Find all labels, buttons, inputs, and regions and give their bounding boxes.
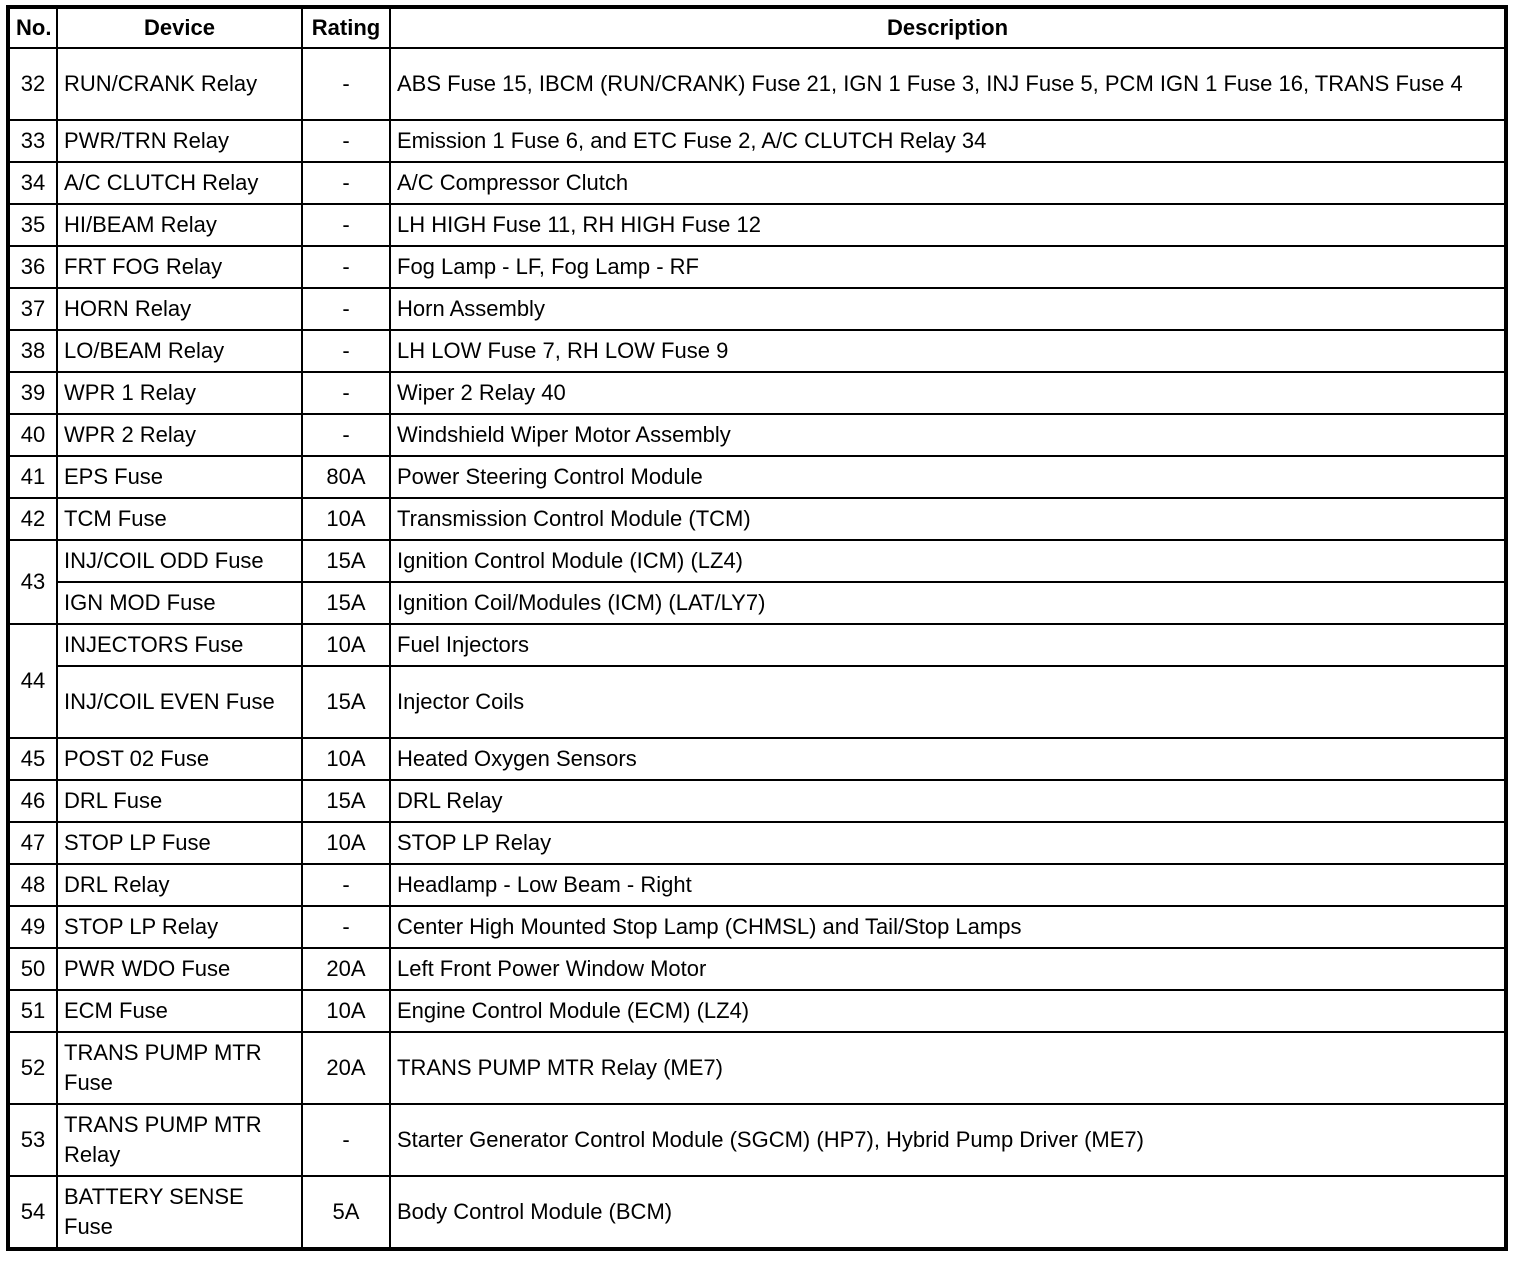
cell-device: HI/BEAM Relay (57, 204, 302, 246)
cell-no: 53 (8, 1104, 57, 1176)
cell-device: ECM Fuse (57, 990, 302, 1032)
cell-rating: - (302, 48, 390, 120)
cell-rating: - (302, 246, 390, 288)
cell-description: LH HIGH Fuse 11, RH HIGH Fuse 12 (390, 204, 1506, 246)
cell-description: DRL Relay (390, 780, 1506, 822)
cell-rating: 15A (302, 780, 390, 822)
cell-no: 47 (8, 822, 57, 864)
cell-device: TRANS PUMP MTR Fuse (57, 1032, 302, 1104)
cell-no: 32 (8, 48, 57, 120)
cell-rating: 15A (302, 582, 390, 624)
cell-device: INJ/COIL ODD Fuse (57, 540, 302, 582)
cell-device: INJECTORS Fuse (57, 624, 302, 666)
header-device: Device (57, 7, 302, 48)
cell-no: 49 (8, 906, 57, 948)
cell-rating: - (302, 414, 390, 456)
cell-no: 51 (8, 990, 57, 1032)
cell-description: Fuel Injectors (390, 624, 1506, 666)
cell-rating: 20A (302, 948, 390, 990)
header-rating: Rating (302, 7, 390, 48)
cell-rating: - (302, 1104, 390, 1176)
cell-rating: - (302, 288, 390, 330)
cell-rating: 10A (302, 990, 390, 1032)
table-row (8, 120, 1506, 162)
cell-device: STOP LP Relay (57, 906, 302, 948)
table-row (8, 162, 1506, 204)
table-row (8, 288, 1506, 330)
table-row (8, 990, 1506, 1032)
cell-rating: - (302, 162, 390, 204)
cell-no: 36 (8, 246, 57, 288)
table-row (8, 1032, 1506, 1104)
table-header-row (8, 7, 1506, 48)
cell-no: 40 (8, 414, 57, 456)
cell-no: 48 (8, 864, 57, 906)
header-no: No. (8, 7, 57, 48)
header-description: Description (390, 7, 1506, 48)
cell-description: ABS Fuse 15, IBCM (RUN/CRANK) Fuse 21, IGN 1 Fuse 3, INJ Fuse 5, PCM IGN 1 Fuse 16, TRANS Fuse 4 (390, 48, 1506, 120)
table-row (8, 540, 1506, 582)
table-row (8, 414, 1506, 456)
cell-device: LO/BEAM Relay (57, 330, 302, 372)
cell-no: 42 (8, 498, 57, 540)
table-row (8, 372, 1506, 414)
cell-rating: - (302, 330, 390, 372)
cell-rating: 10A (302, 822, 390, 864)
cell-no: 33 (8, 120, 57, 162)
cell-no: 38 (8, 330, 57, 372)
cell-description: A/C Compressor Clutch (390, 162, 1506, 204)
cell-no: 41 (8, 456, 57, 498)
cell-no: 35 (8, 204, 57, 246)
table-body (8, 48, 1506, 1249)
cell-description: Fog Lamp - LF, Fog Lamp - RF (390, 246, 1506, 288)
table-row (8, 822, 1506, 864)
cell-device: FRT FOG Relay (57, 246, 302, 288)
cell-no: 43 (8, 540, 57, 624)
cell-no: 37 (8, 288, 57, 330)
cell-no: 45 (8, 738, 57, 780)
cell-device: A/C CLUTCH Relay (57, 162, 302, 204)
cell-description: Engine Control Module (ECM) (LZ4) (390, 990, 1506, 1032)
cell-no: 34 (8, 162, 57, 204)
cell-description: STOP LP Relay (390, 822, 1506, 864)
cell-no: 44 (8, 624, 57, 738)
cell-rating: 10A (302, 738, 390, 780)
table-row (8, 780, 1506, 822)
table-row (8, 1104, 1506, 1176)
cell-rating: 15A (302, 540, 390, 582)
cell-device: TCM Fuse (57, 498, 302, 540)
table-row (8, 456, 1506, 498)
cell-description: Ignition Coil/Modules (ICM) (LAT/LY7) (390, 582, 1506, 624)
cell-rating: 80A (302, 456, 390, 498)
cell-description: Wiper 2 Relay 40 (390, 372, 1506, 414)
cell-description: Windshield Wiper Motor Assembly (390, 414, 1506, 456)
cell-rating: - (302, 120, 390, 162)
cell-device: WPR 1 Relay (57, 372, 302, 414)
cell-description: TRANS PUMP MTR Relay (ME7) (390, 1032, 1506, 1104)
cell-device: IGN MOD Fuse (57, 582, 302, 624)
cell-rating: - (302, 204, 390, 246)
table-row (8, 666, 1506, 738)
table-row (8, 624, 1506, 666)
table-row (8, 1176, 1506, 1249)
cell-device: PWR WDO Fuse (57, 948, 302, 990)
cell-rating: - (302, 372, 390, 414)
cell-no: 50 (8, 948, 57, 990)
cell-description: Transmission Control Module (TCM) (390, 498, 1506, 540)
cell-no: 46 (8, 780, 57, 822)
fuse-relay-table (6, 5, 1508, 1251)
table-row (8, 582, 1506, 624)
cell-device: WPR 2 Relay (57, 414, 302, 456)
cell-rating: - (302, 906, 390, 948)
cell-no: 54 (8, 1176, 57, 1249)
cell-device: TRANS PUMP MTR Relay (57, 1104, 302, 1176)
cell-rating: 10A (302, 498, 390, 540)
cell-description: Emission 1 Fuse 6, and ETC Fuse 2, A/C CLUTCH Relay 34 (390, 120, 1506, 162)
table-row (8, 330, 1506, 372)
cell-description: Horn Assembly (390, 288, 1506, 330)
cell-rating: 15A (302, 666, 390, 738)
table-row (8, 246, 1506, 288)
cell-description: Starter Generator Control Module (SGCM) (HP7), Hybrid Pump Driver (ME7) (390, 1104, 1506, 1176)
cell-rating: 10A (302, 624, 390, 666)
table-row (8, 48, 1506, 120)
table-row (8, 204, 1506, 246)
table-row (8, 906, 1506, 948)
cell-device: HORN Relay (57, 288, 302, 330)
table-row (8, 864, 1506, 906)
cell-device: INJ/COIL EVEN Fuse (57, 666, 302, 738)
table-row (8, 738, 1506, 780)
cell-device: BATTERY SENSE Fuse (57, 1176, 302, 1249)
cell-rating: - (302, 864, 390, 906)
cell-device: DRL Fuse (57, 780, 302, 822)
cell-device: PWR/TRN Relay (57, 120, 302, 162)
cell-no: 39 (8, 372, 57, 414)
cell-description: Power Steering Control Module (390, 456, 1506, 498)
cell-description: Heated Oxygen Sensors (390, 738, 1506, 780)
cell-device: EPS Fuse (57, 456, 302, 498)
cell-rating: 20A (302, 1032, 390, 1104)
table-row (8, 498, 1506, 540)
cell-description: Center High Mounted Stop Lamp (CHMSL) and Tail/Stop Lamps (390, 906, 1506, 948)
cell-device: POST 02 Fuse (57, 738, 302, 780)
cell-device: STOP LP Fuse (57, 822, 302, 864)
cell-device: RUN/CRANK Relay (57, 48, 302, 120)
cell-description: Ignition Control Module (ICM) (LZ4) (390, 540, 1506, 582)
cell-description: LH LOW Fuse 7, RH LOW Fuse 9 (390, 330, 1506, 372)
cell-description: Injector Coils (390, 666, 1506, 738)
cell-rating: 5A (302, 1176, 390, 1249)
cell-device: DRL Relay (57, 864, 302, 906)
cell-no: 52 (8, 1032, 57, 1104)
cell-description: Body Control Module (BCM) (390, 1176, 1506, 1249)
cell-description: Left Front Power Window Motor (390, 948, 1506, 990)
table-row (8, 948, 1506, 990)
cell-description: Headlamp - Low Beam - Right (390, 864, 1506, 906)
